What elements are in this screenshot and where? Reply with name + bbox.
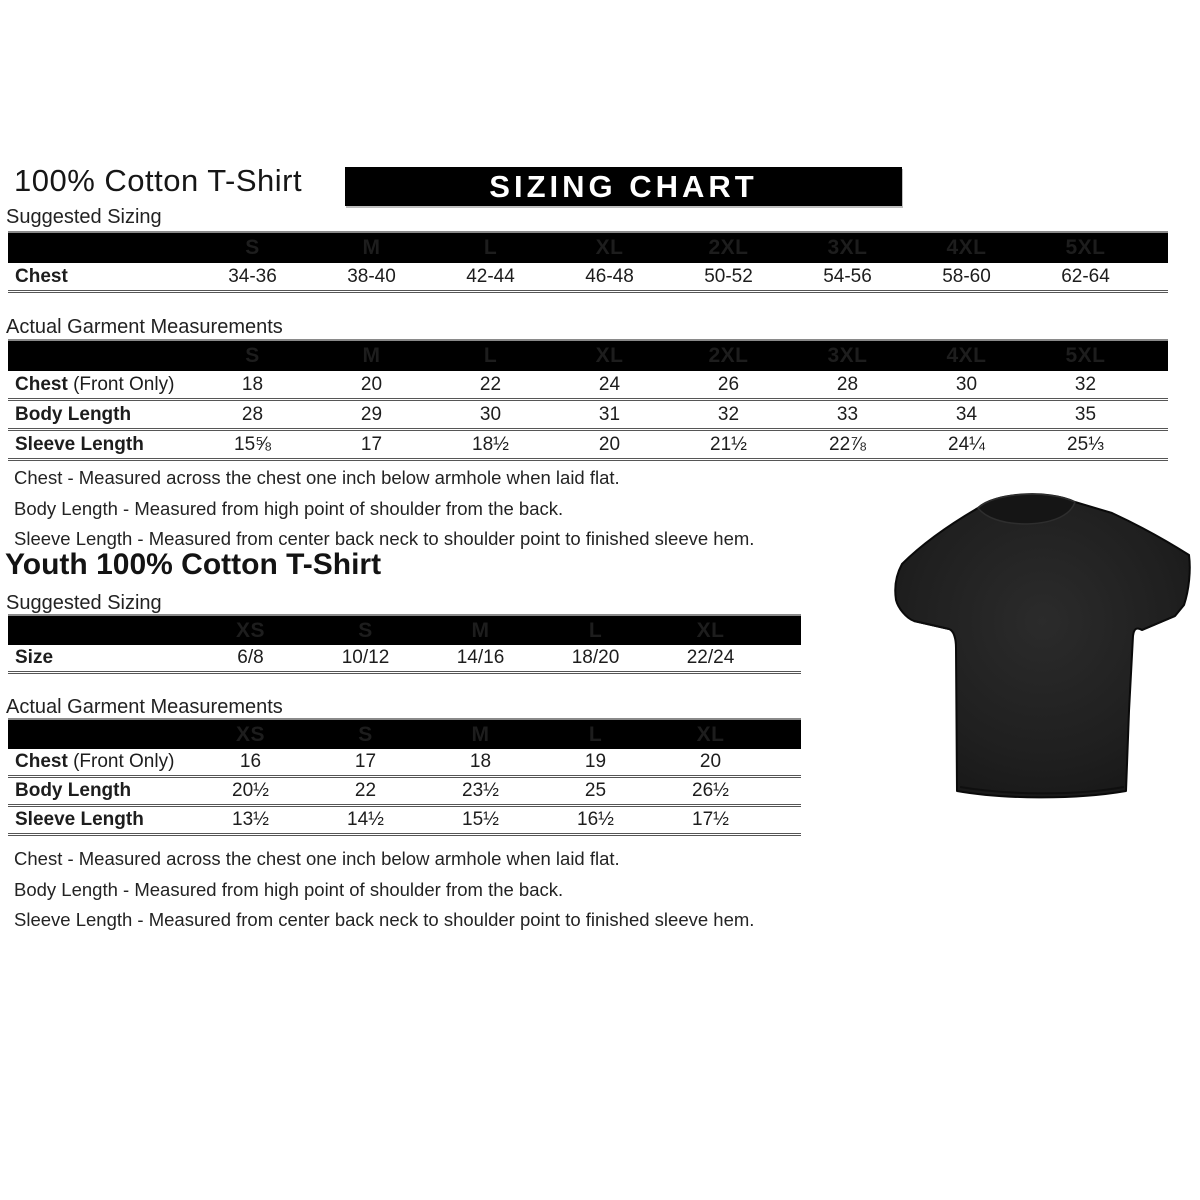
table-header-row bbox=[8, 720, 801, 749]
tshirt-illustration bbox=[878, 456, 1200, 820]
measurement-cell: 50-52 bbox=[704, 265, 753, 287]
row-label-suffix: (Front Only) bbox=[67, 751, 175, 772]
measurement-cell: 46-48 bbox=[585, 265, 634, 287]
measurement-cell: 13½ bbox=[232, 809, 269, 830]
note-line: Sleeve Length - Measured from center back neck to shoulder point to finished sleeve hem. bbox=[14, 909, 755, 930]
header-filler-cell bbox=[1145, 233, 1168, 263]
row-label-text: Size bbox=[15, 647, 54, 668]
size-column-header: L bbox=[588, 618, 603, 642]
youth-suggested-sizing-table bbox=[8, 614, 801, 674]
measurement-cell: 22 bbox=[354, 780, 377, 801]
measurement-cell: 20 bbox=[360, 373, 383, 395]
row-label bbox=[8, 778, 193, 804]
table-header-row bbox=[8, 233, 1168, 263]
row-label-text: Body Length bbox=[15, 403, 132, 425]
table-row bbox=[8, 749, 801, 778]
row-filler-cell bbox=[1145, 371, 1168, 398]
sizing-chart-banner: SIZING CHART bbox=[345, 167, 902, 206]
size-column-header: 2XL bbox=[708, 344, 749, 367]
measurement-cell: 16 bbox=[239, 751, 262, 772]
row-filler-cell bbox=[1145, 431, 1168, 458]
table-row bbox=[8, 807, 801, 836]
measurement-cell: 18 bbox=[469, 751, 492, 772]
measurement-cell: 26½ bbox=[692, 780, 729, 801]
size-column-header: S bbox=[358, 722, 373, 746]
measurement-cell: 30 bbox=[955, 373, 978, 395]
row-label bbox=[8, 431, 193, 458]
tshirt-body-shape bbox=[895, 494, 1190, 797]
row-label-text: Chest bbox=[15, 265, 68, 287]
size-column-header: 5XL bbox=[1065, 236, 1106, 259]
header-corner-cell bbox=[8, 720, 193, 749]
adult-suggested-sizing-label: Suggested Sizing bbox=[6, 206, 162, 228]
measurement-cell: 34-36 bbox=[228, 265, 277, 287]
measurement-cell: 17 bbox=[354, 751, 377, 772]
measurement-cell: 26 bbox=[717, 373, 740, 395]
measurement-cell: 16½ bbox=[577, 809, 614, 830]
note-line: Chest - Measured across the chest one inch below armhole when laid flat. bbox=[14, 848, 620, 869]
table-row bbox=[8, 263, 1168, 293]
size-column-header: XL bbox=[696, 722, 725, 746]
header-corner-cell bbox=[8, 233, 193, 263]
table-header-row bbox=[8, 341, 1168, 371]
row-filler-cell bbox=[1145, 263, 1168, 290]
size-column-header: 3XL bbox=[827, 344, 868, 367]
measurement-cell: 14½ bbox=[347, 809, 384, 830]
note-line: Chest - Measured across the chest one inch below armhole when laid flat. bbox=[14, 467, 620, 488]
adult-actual-measurements-label: Actual Garment Measurements bbox=[6, 316, 283, 338]
row-label bbox=[8, 401, 193, 428]
adult-suggested-sizing-table bbox=[8, 231, 1168, 293]
youth-measurement-notes bbox=[14, 844, 754, 936]
measurement-cell: 24¼ bbox=[948, 433, 985, 455]
measurement-cell: 20 bbox=[598, 433, 621, 455]
measurement-cell: 28 bbox=[836, 373, 859, 395]
measurement-cell: 17 bbox=[360, 433, 383, 455]
youth-actual-measurements-label: Actual Garment Measurements bbox=[6, 696, 283, 718]
measurement-cell: 28 bbox=[241, 403, 264, 425]
size-column-header: M bbox=[362, 344, 381, 367]
size-column-header: XS bbox=[235, 722, 265, 746]
measurement-cell: 17½ bbox=[692, 809, 729, 830]
row-label-suffix: (Front Only) bbox=[67, 373, 175, 395]
measurement-cell: 23½ bbox=[462, 780, 499, 801]
measurement-cell: 18 bbox=[241, 373, 264, 395]
size-column-header: L bbox=[588, 722, 603, 746]
header-filler-cell bbox=[768, 616, 801, 645]
table-row bbox=[8, 778, 801, 807]
note-line: Body Length - Measured from high point of shoulder from the back. bbox=[14, 878, 564, 900]
size-column-header: S bbox=[245, 236, 260, 259]
measurement-cell: 31 bbox=[598, 403, 621, 425]
size-column-header: 4XL bbox=[946, 236, 987, 259]
table-row bbox=[8, 371, 1168, 401]
measurement-cell: 58-60 bbox=[942, 265, 991, 287]
measurement-cell: 20 bbox=[699, 751, 722, 772]
measurement-cell: 35 bbox=[1074, 403, 1097, 425]
size-column-header: S bbox=[358, 618, 373, 642]
youth-section-title: Youth 100% Cotton T-Shirt bbox=[5, 548, 382, 581]
header-filler-cell bbox=[1145, 341, 1168, 371]
header-filler-cell bbox=[768, 720, 801, 749]
measurement-cell: 33 bbox=[836, 403, 859, 425]
row-filler-cell bbox=[768, 749, 801, 775]
youth-suggested-sizing-label: Suggested Sizing bbox=[6, 592, 162, 614]
size-column-header: 2XL bbox=[708, 236, 749, 259]
row-label-text: Sleeve Length bbox=[15, 809, 144, 830]
measurement-cell: 14/16 bbox=[456, 647, 505, 668]
row-label bbox=[8, 807, 193, 833]
adult-actual-measurements-table bbox=[8, 339, 1168, 461]
measurement-cell: 34 bbox=[955, 403, 978, 425]
row-label-text: Chest bbox=[15, 373, 68, 395]
measurement-cell: 25⅓ bbox=[1067, 433, 1104, 455]
measurement-cell: 19 bbox=[584, 751, 607, 772]
header-corner-cell bbox=[8, 616, 193, 645]
table-row bbox=[8, 645, 801, 674]
youth-actual-measurements-table bbox=[8, 718, 801, 836]
size-column-header: XL bbox=[595, 236, 624, 259]
table-row bbox=[8, 401, 1168, 431]
size-column-header: 3XL bbox=[827, 236, 868, 259]
row-label bbox=[8, 749, 193, 775]
page-title: 100% Cotton T-Shirt bbox=[14, 163, 303, 198]
row-label-text: Body Length bbox=[15, 780, 132, 801]
size-column-header: S bbox=[245, 344, 260, 367]
measurement-cell: 54-56 bbox=[823, 265, 872, 287]
measurement-cell: 6/8 bbox=[237, 647, 264, 668]
size-column-header: XL bbox=[595, 344, 624, 367]
measurement-cell: 22/24 bbox=[686, 647, 735, 668]
measurement-cell: 25 bbox=[584, 780, 607, 801]
row-label bbox=[8, 263, 193, 290]
row-filler-cell bbox=[768, 807, 801, 833]
tshirt-product-image bbox=[878, 456, 1200, 820]
row-filler-cell bbox=[1145, 401, 1168, 428]
header-corner-cell bbox=[8, 341, 193, 371]
size-column-header: M bbox=[471, 618, 490, 642]
measurement-cell: 22 bbox=[479, 373, 502, 395]
size-column-header: 5XL bbox=[1065, 344, 1106, 367]
row-label-text: Chest bbox=[15, 751, 68, 772]
size-column-header: L bbox=[483, 236, 498, 259]
measurement-cell: 20½ bbox=[232, 780, 269, 801]
note-line: Body Length - Measured from high point of shoulder from the back. bbox=[14, 497, 564, 519]
row-filler-cell bbox=[768, 778, 801, 804]
measurement-cell: 22⅞ bbox=[829, 433, 866, 455]
measurement-cell: 24 bbox=[598, 373, 621, 395]
size-column-header: L bbox=[483, 344, 498, 367]
row-label bbox=[8, 645, 193, 671]
size-column-header: M bbox=[362, 236, 381, 259]
adult-measurement-notes bbox=[14, 463, 754, 555]
measurement-cell: 15½ bbox=[462, 809, 499, 830]
measurement-cell: 42-44 bbox=[466, 265, 515, 287]
measurement-cell: 18/20 bbox=[571, 647, 620, 668]
measurement-cell: 18½ bbox=[472, 433, 509, 455]
measurement-cell: 32 bbox=[717, 403, 740, 425]
measurement-cell: 38-40 bbox=[347, 265, 396, 287]
measurement-cell: 32 bbox=[1074, 373, 1097, 395]
row-label bbox=[8, 371, 193, 398]
size-column-header: XS bbox=[235, 618, 265, 642]
measurement-cell: 10/12 bbox=[341, 647, 390, 668]
size-column-header: 4XL bbox=[946, 344, 987, 367]
measurement-cell: 21½ bbox=[710, 433, 747, 455]
measurement-cell: 29 bbox=[360, 403, 383, 425]
measurement-cell: 30 bbox=[479, 403, 502, 425]
table-header-row bbox=[8, 616, 801, 645]
size-column-header: XL bbox=[696, 618, 725, 642]
row-filler-cell bbox=[768, 645, 801, 671]
measurement-cell: 15⅝ bbox=[234, 433, 271, 455]
size-column-header: M bbox=[471, 722, 490, 746]
row-label-text: Sleeve Length bbox=[15, 433, 144, 455]
note-line: Sleeve Length - Measured from center back neck to shoulder point to finished sleeve hem. bbox=[14, 528, 755, 549]
measurement-cell: 62-64 bbox=[1061, 265, 1110, 287]
